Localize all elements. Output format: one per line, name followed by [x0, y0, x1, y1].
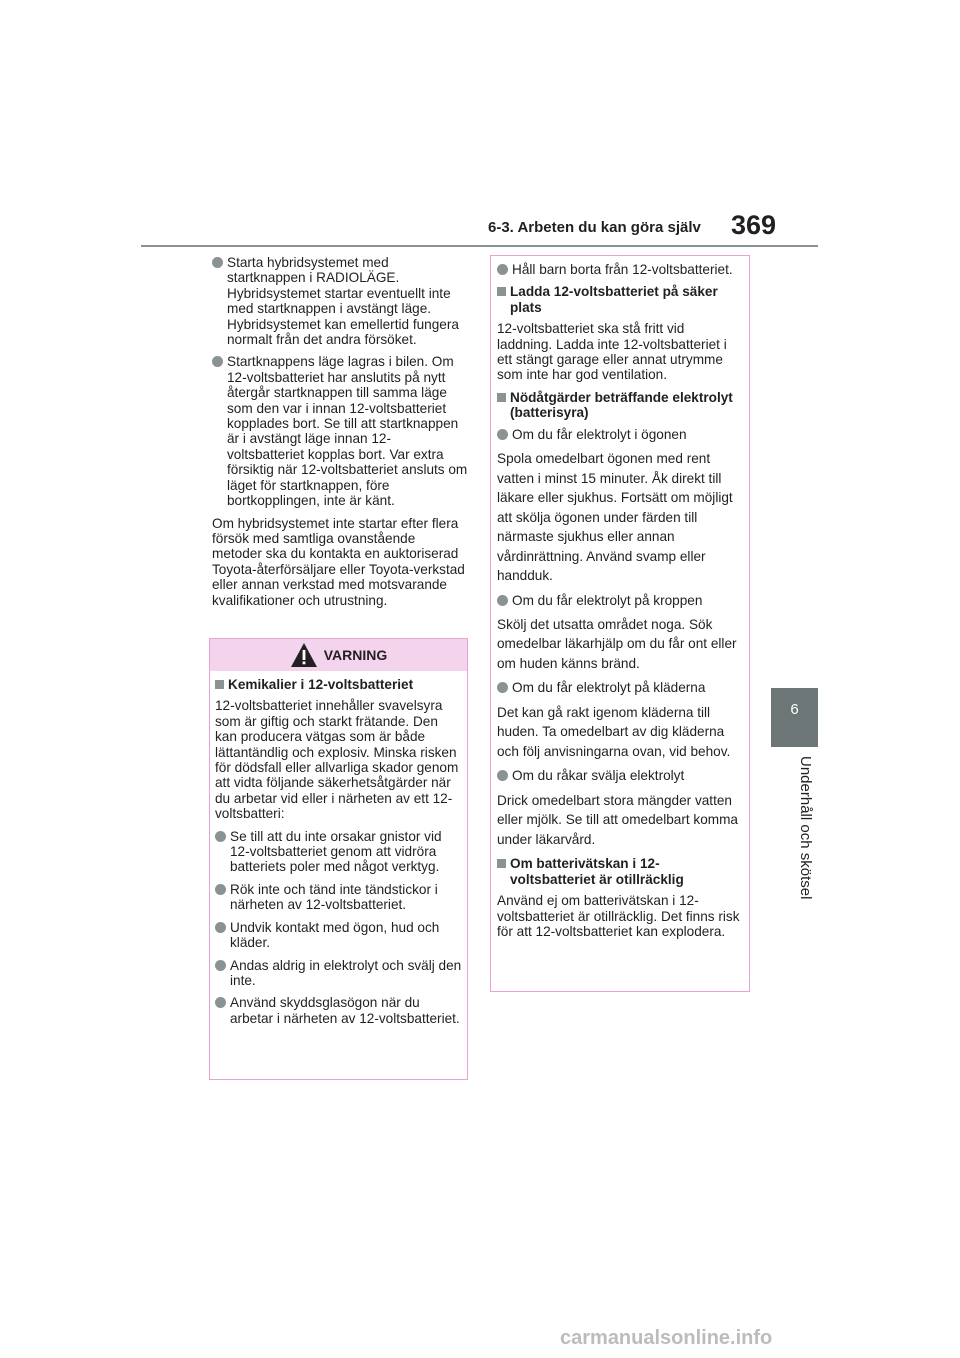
warning-triangle-icon — [290, 642, 318, 668]
section-heading-text: Om batterivätskan i 12-voltsbatteriet är otillräcklig — [510, 856, 684, 887]
section-heading-text: Ladda 12-voltsbatteriet på säker plats — [510, 284, 718, 315]
bullet-icon — [497, 682, 508, 693]
section-heading — [497, 284, 743, 315]
header-divider — [141, 245, 818, 247]
list-item — [215, 829, 462, 875]
section-title: 6-3. Arbeten du kan göra själv — [488, 219, 701, 236]
square-bullet-icon — [497, 393, 506, 402]
page-number: 369 — [731, 210, 777, 240]
bullet-icon — [215, 922, 226, 933]
section-text: Skölj det utsatta området noga. Sök omedelbar läkarhjälp om du får ont eller om huden känns bränd. — [497, 616, 737, 671]
bullet-text: Startknappens läge lagras i bilen. Om 12-voltsbatteriet har anslutits på nytt återgår startknappen till samma läge som den var i innan 12-voltsbatteriet kopplades bort. Se till att startknappen är i avstängt läge innan 12-voltsbatteriet kopplas bort. Var extra försiktig när 12-voltsbatteriet ansluts om läget för startknappen, före bortkopplingen, inte är känt. — [227, 354, 468, 509]
bullet-text: Rök inte och tänd inte tändstickor i närheten av 12-voltsbatteriet. — [230, 881, 438, 913]
bullet-icon — [497, 429, 508, 440]
list-item — [215, 958, 462, 989]
bullet-text: Se till att du inte orsakar gnistor vid 12-voltsbatteriet genom att vidröra batteriets poler med något verktyg. — [230, 828, 442, 875]
bullet-text: Om du får elektrolyt på kroppen — [512, 592, 703, 608]
list-item — [215, 882, 462, 913]
bullet-text: Håll barn borta från 12-voltsbatteriet. — [512, 262, 733, 277]
list-item — [497, 427, 743, 442]
warning-label: VARNING — [323, 647, 388, 663]
square-bullet-icon — [497, 859, 506, 868]
warning-box — [209, 638, 468, 1080]
warning-header — [210, 639, 467, 671]
watermark: carmanualsonline.info — [560, 1327, 773, 1349]
bullet-text: Starta hybridsystemet med startknappen i RADIOLÄGE. Hybridsystemet startar eventuellt inte med startknappen i avstängt läge. Hybridsystemet kan emellertid fungera normalt från det andra försöket. — [227, 255, 459, 348]
section-heading-text: Nödåtgärder beträffande elektrolyt (batterisyra) — [510, 389, 733, 421]
bullet-text: Använd skyddsglasögon när du arbetar i närheten av 12-voltsbatteriet. — [230, 995, 460, 1026]
bullet-icon — [215, 831, 226, 842]
section-text: Det kan gå rakt igenom kläderna till huden. Ta omedelbart av dig kläderna och följ anvisningarna ovan, vid behov. — [497, 704, 731, 759]
warning-heading — [215, 677, 462, 692]
list-item — [212, 255, 468, 347]
chapter-tab[interactable]: 6 — [771, 688, 818, 747]
section-heading — [497, 390, 743, 421]
list-item — [215, 920, 462, 951]
warning-heading-text: Kemikalier i 12-voltsbatteriet — [228, 677, 414, 692]
bullet-text: Om du får elektrolyt i ögonen — [512, 426, 687, 442]
section-text: 12-voltsbatteriet ska stå fritt vid laddning. Ladda inte 12-voltsbatteriet i ett stängt garage eller annat utrymme som inte har god ventilation. — [497, 321, 727, 383]
bullet-text: Andas aldrig in elektrolyt och svälj den inte. — [230, 957, 462, 988]
list-item — [497, 262, 743, 277]
bullet-icon — [497, 264, 508, 275]
bullet-icon — [497, 595, 508, 606]
list-item — [215, 995, 462, 1026]
section-text: Använd ej om batterivätskan i 12-voltsbatteriet är otillräcklig. Det finns risk för att 12-voltsbatteriet kan explodera. — [497, 893, 740, 939]
bullet-icon — [212, 356, 223, 367]
left-column — [212, 255, 468, 615]
square-bullet-icon — [215, 680, 224, 689]
bullet-icon — [215, 960, 226, 971]
warning-intro: 12-voltsbatteriet innehåller svavelsyra som är giftig och starkt frätande. Den kan producera vätgas som är både lättantändlig och explosiv. Minska risken för dödsfall eller allvarliga skador genom att vidta följande säkerhetsåtgärder när du arbetar vid eller i närheten av ett 12-voltsbatteri: — [215, 698, 459, 822]
list-item — [212, 354, 468, 508]
section-text: Spola omedelbart ögonen med rent vatten i minst 15 minuter. Åk direkt till läkare eller sjukhus. Fortsätt om möjligt att skölja ögonen under färden till närmaste sjukhus eller annan vårdinrättning. Använd svamp eller handduk. — [497, 451, 733, 584]
list-item — [497, 768, 743, 783]
bullet-icon — [212, 257, 223, 268]
bullet-icon — [497, 770, 508, 781]
list-item — [497, 680, 743, 695]
list-item — [497, 593, 743, 608]
bullet-icon — [215, 884, 226, 895]
bullet-text: Om du råkar svälja elektrolyt — [512, 768, 685, 784]
bullet-text: Om du får elektrolyt på kläderna — [512, 680, 706, 696]
square-bullet-icon — [497, 287, 506, 296]
bullet-text: Undvik kontakt med ögon, hud och kläder. — [230, 919, 440, 951]
section-text: Drick omedelbart stora mängder vatten eller mjölk. Se till att omedelbart komma under läkarvård. — [497, 792, 738, 847]
chapter-label: Underhåll och skötsel — [797, 756, 814, 900]
warning-continued-box — [490, 255, 750, 992]
contact-paragraph: Om hybridsystemet inte startar efter flera försök med samtliga ovanstående metoder ska du kontakta en auktoriserad Toyota-återförsäljare eller Toyota-verkstad eller annan verkstad med motsvarande kvalifikationer och utrustning. — [212, 515, 465, 608]
bullet-icon — [215, 997, 226, 1008]
section-heading — [497, 856, 743, 887]
